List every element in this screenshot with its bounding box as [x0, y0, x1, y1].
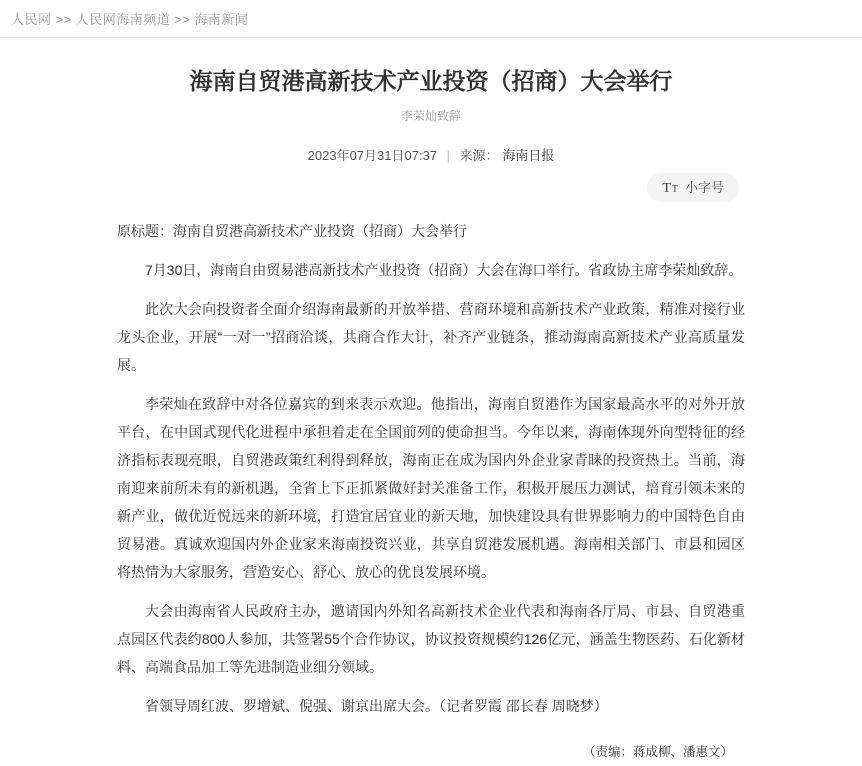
breadcrumb [0, 0, 862, 38]
breadcrumb-link-hainan-news[interactable]: 海南新闻 [194, 12, 249, 27]
article-container [117, 66, 745, 766]
font-size-label: 小字号 [684, 180, 724, 195]
article-paragraph: 大会由海南省人民政府主办，邀请国内外知名高新技术企业代表和海南各厅局、市县、自贸港重点园区代表约800人参加，共签署55个合作协议，协议投资规模约126亿元，涵盖生物医药、石化新材料、高端食品加工等先进制造业细分领域。 [117, 603, 745, 675]
font-size-button[interactable] [647, 173, 739, 202]
original-title-label: 原标题： [117, 223, 173, 239]
article-body [117, 217, 745, 766]
breadcrumb-separator: >> [174, 12, 191, 27]
font-size-icon: T [662, 181, 671, 196]
page-title: 海南自贸港高新技术产业投资（招商）大会举行 [189, 68, 673, 94]
original-title-line [117, 217, 745, 245]
editors-note: （责编：蒋成柳、潘惠文） [582, 745, 733, 759]
article-paragraph: 7月30日，海南自由贸易港高新技术产业投资（招商）大会在海口举行。省政协主席李荣灿致辞。 [145, 262, 743, 278]
article-paragraph: 此次大会向投资者全面介绍海南最新的开放举措、营商环境和高新技术产业政策，精准对接行业龙头企业，开展“一对一”招商洽谈，共商合作大计，补齐产业链条，推动海南高新技术产业高质量发展。 [117, 301, 745, 373]
article-toolbar [117, 173, 745, 202]
source-name: 海南日报 [502, 148, 555, 163]
publish-date: 2023年07月31日07:37 [307, 148, 438, 163]
breadcrumb-separator: >> [55, 12, 72, 27]
original-title-text: 海南自贸港高新技术产业投资（招商）大会举行 [173, 223, 467, 239]
source-label: 来源： [459, 148, 499, 163]
article-paragraph: 李荣灿在致辞中对各位嘉宾的到来表示欢迎。他指出，海南自贸港作为国家最高水平的对外开放平台，在中国式现代化进程中承担着走在全国前列的使命担当。今年以来，海南体现外向型特征的经济指标表现亮眼，自贸港政策红利得到释放，海南正在成为国内外企业家青睐的投资热土。当前，海南迎来前所未有的新机遇，全省上下正抓紧做好封关准备工作，积极开展压力测试，培育引领未来的新产业，做优近悦远来的新环境，打造宜居宜业的新天地，加快建设具有世界影响力的中国特色自由贸易港。真诚欢迎国内外企业家来海南投资兴业，共享自贸港发展机遇。海南相关部门、市县和园区将热情为大家服务，营造安心、舒心、放心的优良发展环境。 [117, 396, 745, 580]
breadcrumb-link-peoples-daily[interactable]: 人民网 [11, 12, 52, 27]
article-paragraph: 省领导周红波、罗增斌、倪强、谢京出席大会。（记者罗霞 邵长春 周晓梦） [145, 698, 608, 714]
font-size-icon-sub: T [671, 184, 678, 195]
meta-divider: | [446, 148, 451, 163]
breadcrumb-link-hainan-channel[interactable]: 人民网海南频道 [75, 12, 171, 27]
article-subtitle: 李荣灿致辞 [400, 109, 461, 123]
article-meta [117, 145, 745, 164]
